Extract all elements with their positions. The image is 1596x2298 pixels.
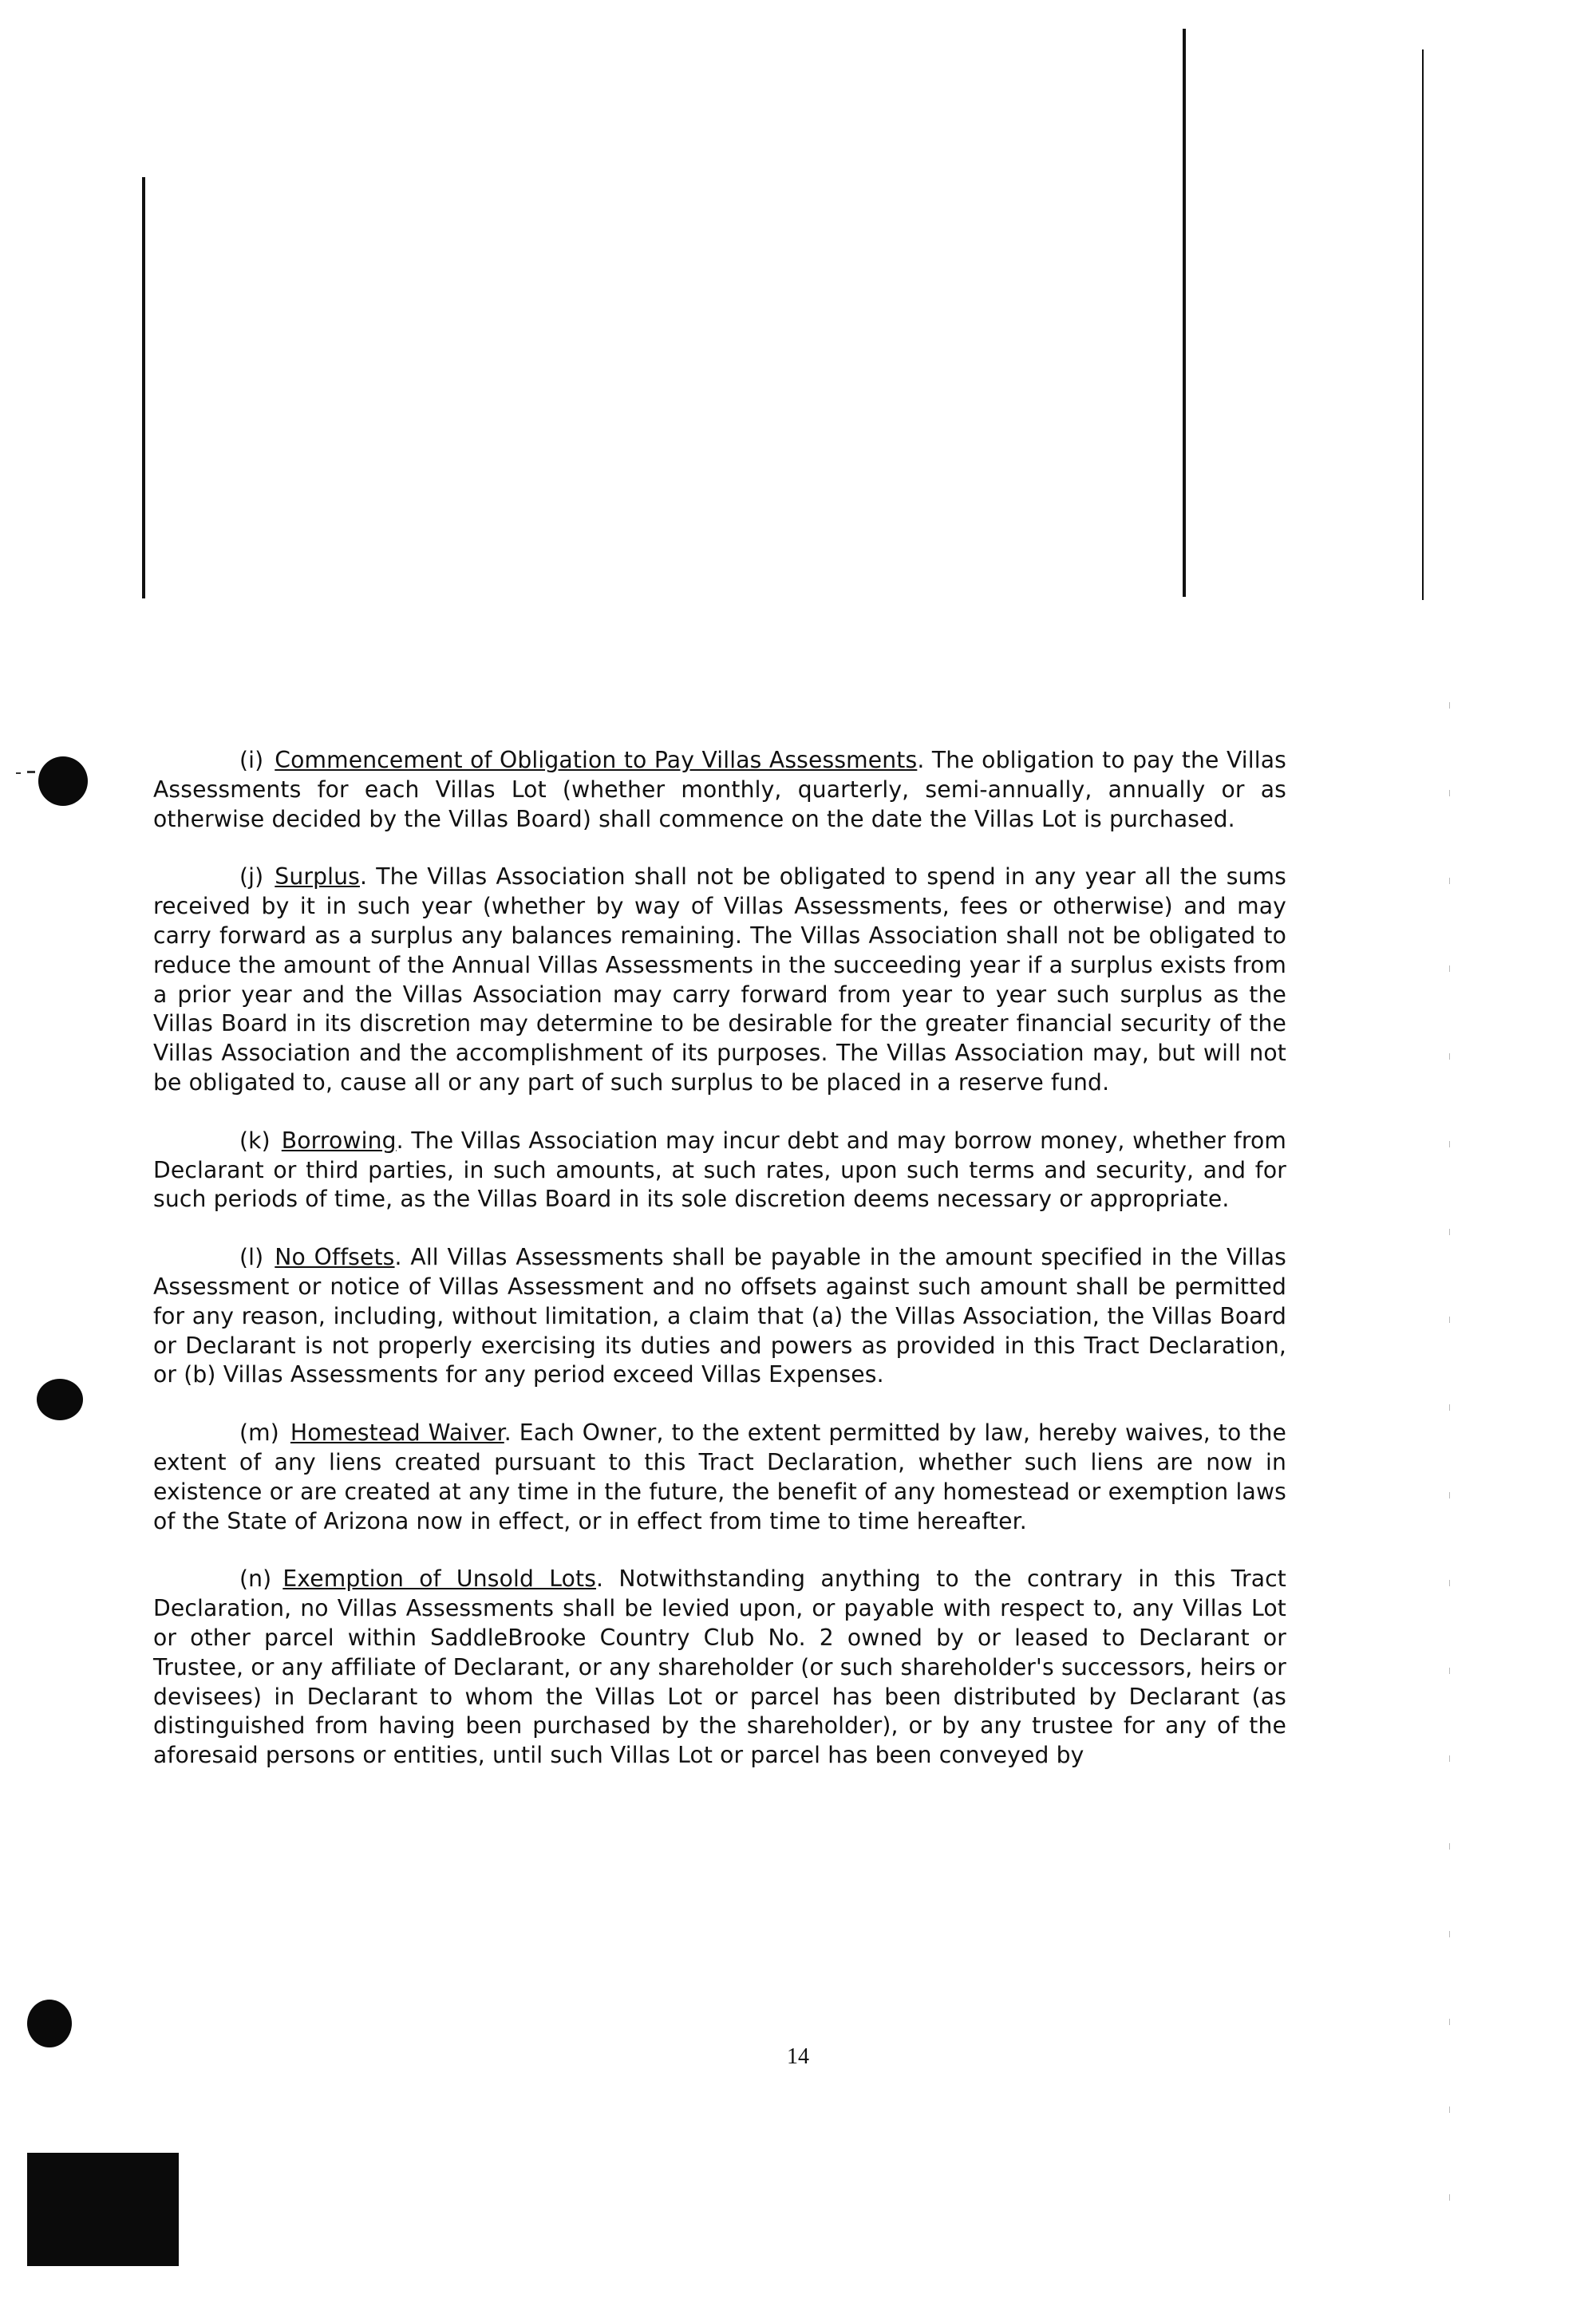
punch-hole-middle bbox=[37, 1379, 83, 1420]
paragraph-m bbox=[153, 1419, 1286, 1536]
scan-line-left bbox=[142, 177, 145, 598]
page-number: 14 bbox=[787, 2044, 809, 2069]
paragraph-heading: Surplus bbox=[275, 863, 360, 890]
document-body bbox=[153, 746, 1286, 1799]
scan-line-margin-dots bbox=[1449, 702, 1450, 2218]
paragraph-text: . Each Owner, to the extent permitted by law, hereby waives, to the extent of any liens created pursuant to this Tract Declaration, whether such liens are now in existence or are created at any time in the future, the benefit of any homestead or exemption laws of the State of Arizona now in effect, or in effect from time to time hereafter. bbox=[153, 1419, 1286, 1534]
paragraph-text: . The obligation to pay the Villas Assessments for each Villas Lot (whether monthly, quarterly, semi-annually, annually or as otherwise decided by the Villas Board) shall commence on the date the Villas Lot is purchased. bbox=[153, 747, 1286, 832]
paragraph-label: (k) bbox=[239, 1127, 271, 1154]
paragraph-text: . The Villas Association shall not be obligated to spend in any year all the sums received by it in such year (whether by way of Villas Assessments, fees or otherwise) and may carry forward as a surplus any balances remaining. The Villas Association shall not be obligated to reduce the amount of the Annual Villas Assessments in the succeeding year if a surplus exists from a prior year and the Villas Association may carry forward from year to year such surplus as the Villas Board in its discretion may determine to be desirable for the greater financial security of the Villas Association and the accomplishment of its purposes. The Villas Association may, but will not be obligated to, cause all or any part of such surplus to be placed in a reserve fund. bbox=[153, 863, 1286, 1096]
paragraph-heading: No Offsets bbox=[275, 1244, 395, 1271]
paragraph-i bbox=[153, 746, 1286, 834]
punch-hole-top bbox=[38, 756, 88, 806]
paragraph-heading: Exemption of Unsold Lots bbox=[282, 1566, 597, 1593]
scan-line-center-right bbox=[1183, 29, 1186, 597]
paragraph-k bbox=[153, 1127, 1286, 1214]
paragraph-heading: Homestead Waiver bbox=[290, 1419, 504, 1447]
paragraph-label: (n) bbox=[239, 1566, 272, 1593]
paragraph-l bbox=[153, 1243, 1286, 1390]
scan-speck bbox=[16, 772, 21, 774]
paragraph-label: (i) bbox=[239, 747, 264, 773]
scan-line-far-right bbox=[1422, 49, 1424, 600]
paragraph-n bbox=[153, 1565, 1286, 1771]
paragraph-text: . Notwithstanding anything to the contrary in this Tract Declaration, no Villas Assessments shall be levied upon, or payable with respect to, any Villas Lot or other parcel within SaddleBrooke Country Club No. 2 owned by or leased to Declarant or Trustee, or any affiliate of Declarant, or any shareholder (or such shareholder's successors, heirs or devisees) in Declarant to whom the Villas Lot or parcel has been distributed by Declarant (as distinguished from having been purchased by the shareholder), or by any trustee for any of the aforesaid persons or entities, until such Villas Lot or parcel has been conveyed by bbox=[153, 1566, 1286, 1769]
paragraph-heading: Commencement of Obligation to Pay Villas Assessments bbox=[275, 747, 918, 773]
paragraph-label: (l) bbox=[239, 1244, 264, 1271]
punch-hole-bottom bbox=[27, 2000, 72, 2047]
paragraph-label: (m) bbox=[239, 1419, 279, 1447]
paragraph-text: . The Villas Association may incur debt and may borrow money, whether from Declarant or third parties, in such amounts, at such rates, upon such terms and security, and for such periods of time, as the Villas Board in its sole discretion deems necessary or appropriate. bbox=[153, 1127, 1286, 1213]
paragraph-heading: Borrowing bbox=[281, 1127, 397, 1154]
scan-dark-block bbox=[27, 2153, 179, 2266]
paragraph-text: . All Villas Assessments shall be payable in the amount specified in the Villas Assessment or notice of Villas Assessment and no offsets against such amount shall be permitted for any reason, including, without limitation, a claim that (a) the Villas Association, the Villas Board or Declarant is not properly exercising its duties and powers as provided in this Tract Declaration, or (b) Villas Assessments for any period exceed Villas Expenses. bbox=[153, 1244, 1286, 1388]
paragraph-label: (j) bbox=[239, 863, 264, 890]
paragraph-j bbox=[153, 863, 1286, 1097]
scan-speck bbox=[27, 771, 35, 773]
